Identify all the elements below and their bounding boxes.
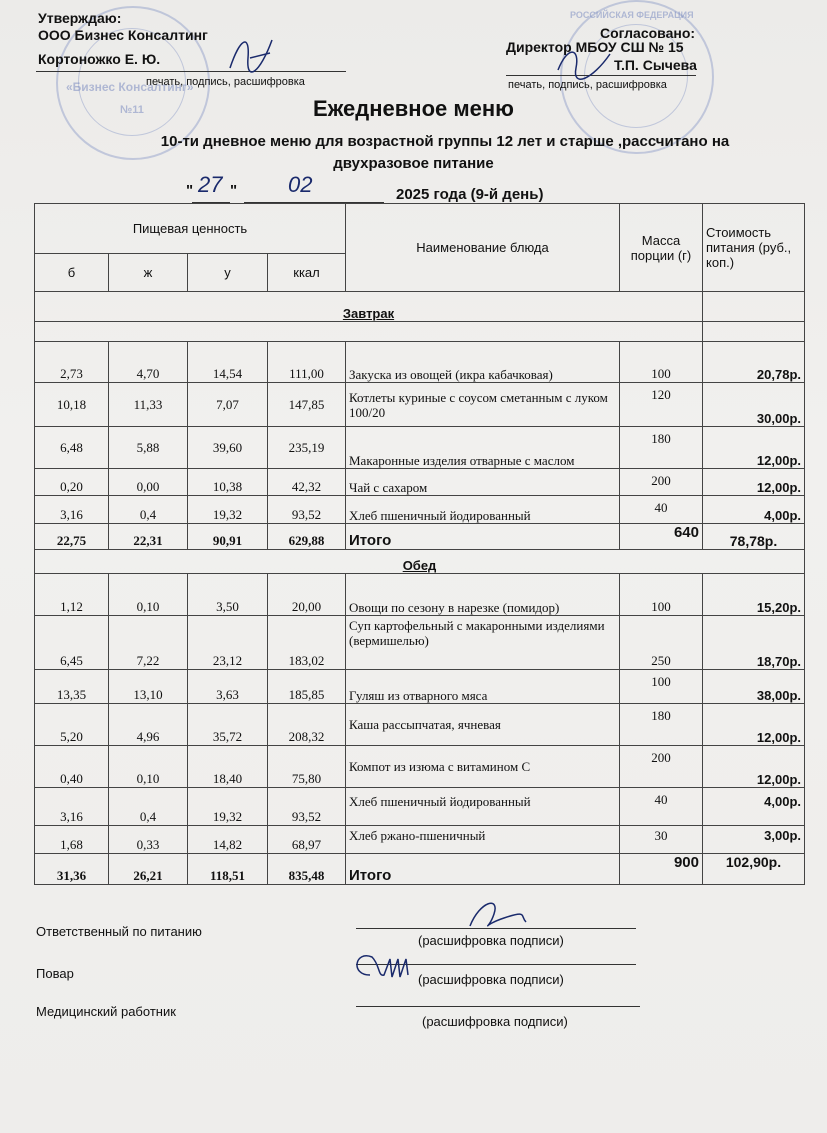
medic-decode: (расшифровка подписи) <box>422 1014 568 1029</box>
subtitle-line-2: двухразовое питание <box>333 155 494 172</box>
approve-title: Утверждаю: <box>38 10 122 26</box>
header-b: б <box>35 254 109 292</box>
medic-label: Медицинский работник <box>36 1004 176 1019</box>
table-row: 3,16 0,4 19,32 93,52 Хлеб пшеничный йодированный 40 4,00р. <box>35 496 805 524</box>
table-row: 10,18 11,33 7,07 147,85 Котлеты куриные с соусом сметанным с луком 100/20 120 30,00р. <box>35 383 805 427</box>
date-day: 27 <box>198 172 223 197</box>
cook-label: Повар <box>36 966 74 981</box>
table-row: 1,12 0,10 3,50 20,00 Овощи по сезону в нарезке (помидор) 100 15,20р. <box>35 574 805 616</box>
date-month: 02 <box>288 172 313 197</box>
header-nutrition: Пищевая ценность <box>35 204 346 254</box>
agree-title: Согласовано: <box>600 25 696 41</box>
agree-signature <box>550 40 620 90</box>
date-quote-open: " <box>186 182 194 199</box>
header-zh: ж <box>109 254 188 292</box>
cook-signature <box>350 945 430 990</box>
table-row: 13,35 13,10 3,63 185,85 Гуляш из отварного мяса 100 38,00р. <box>35 670 805 704</box>
approve-signature <box>220 28 280 78</box>
left-stamp-number: №11 <box>120 104 144 116</box>
approve-person: Кортоножко Е. Ю. <box>38 51 161 67</box>
responsible-signature <box>460 896 530 936</box>
page-title: Ежедневное меню <box>313 96 514 121</box>
header-mass: Масса порции (г) <box>620 204 703 292</box>
section-lunch: Обед <box>35 550 805 574</box>
date-quote-close: " <box>230 182 238 199</box>
table-row: 2,73 4,70 14,54 111,00 Закуска из овощей (икра кабачковая) 100 20,78р. <box>35 342 805 383</box>
breakfast-total-row: 22,75 22,31 90,91 629,88 Итого 640 78,78р. <box>35 524 805 550</box>
approve-note: печать, подпись, расшифровка <box>146 76 305 88</box>
agree-position: Директор МБОУ СШ № 15 <box>506 39 684 55</box>
table-row: 0,40 0,10 18,40 75,80 Компот из изюма с витамином С 200 12,00р. <box>35 746 805 788</box>
approve-signature-line <box>36 71 346 72</box>
header-u: у <box>188 254 268 292</box>
spacer-row <box>35 322 805 342</box>
table-row: 1,68 0,33 14,82 68,97 Хлеб ржано-пшеничный 30 3,00р. <box>35 826 805 854</box>
header-cost: Стоимость питания (руб., коп.) <box>703 204 805 292</box>
table-row: 0,20 0,00 10,38 42,32 Чай с сахаром 200 12,00р. <box>35 469 805 496</box>
header-dish: Наименование блюда <box>346 204 620 292</box>
right-stamp-text: РОССИЙСКАЯ ФЕДЕРАЦИЯ <box>570 10 694 20</box>
table-row: 5,20 4,96 35,72 208,32 Каша рассыпчатая, ячневая 180 12,00р. <box>35 704 805 746</box>
table-row: 6,48 5,88 39,60 235,19 Макаронные изделия отварные с маслом 180 12,00р. <box>35 427 805 469</box>
medic-line <box>356 1006 640 1007</box>
agree-note: печать, подпись, расшифровка <box>508 79 667 91</box>
lunch-total-row: 31,36 26,21 118,51 835,48 Итого 900 102,90р. <box>35 854 805 885</box>
section-breakfast: Завтрак <box>35 292 703 322</box>
header-kcal: ккал <box>268 254 346 292</box>
subtitle-line-1: 10-ти дневное меню для возрастной группы 12 лет и старше ,рассчитано на <box>160 133 730 150</box>
approve-org: ООО Бизнес Консалтинг <box>38 27 208 43</box>
responsible-decode: (расшифровка подписи) <box>418 933 564 948</box>
left-stamp-text: «Бизнес Консалтинг» <box>66 80 194 94</box>
agree-person: Т.П. Сычева <box>614 57 697 73</box>
date-suffix: 2025 года (9-й день) <box>396 186 544 203</box>
menu-table <box>34 203 805 885</box>
cook-decode: (расшифровка подписи) <box>418 972 564 987</box>
responsible-label: Ответственный по питанию <box>36 924 202 939</box>
table-row: 6,45 7,22 23,12 183,02 Суп картофельный с макаронными изделиями (вермишелью) 250 18,70р. <box>35 616 805 670</box>
table-row: 3,16 0,4 19,32 93,52 Хлеб пшеничный йодированный 40 4,00р. <box>35 788 805 826</box>
